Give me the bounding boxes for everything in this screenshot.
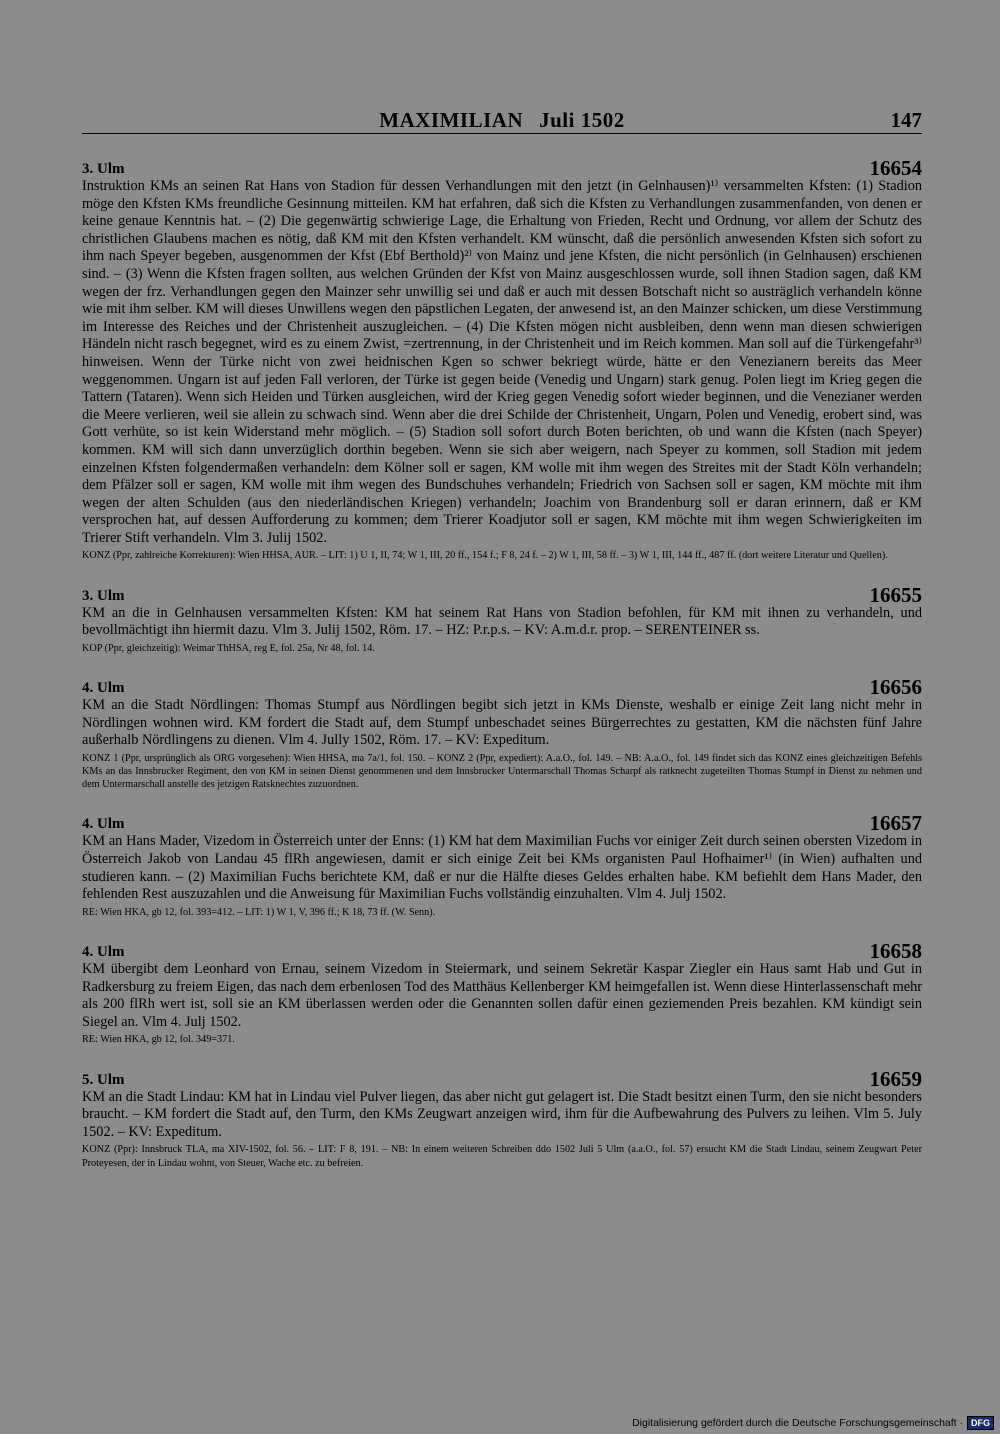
entry-number: 16658	[869, 939, 922, 964]
entry-number: 16655	[869, 582, 922, 607]
regest-entry	[82, 1066, 922, 1170]
entry-source: RE: Wien HKA, gb 12, fol. 393=412. – LIT: 1) W 1, V, 396 ff.; K 18, 73 ff. (W. Senn).	[82, 906, 436, 918]
digitization-credit	[632, 1416, 994, 1430]
regest-entry	[82, 941, 922, 1047]
entry-text: Instruktion KMs an seinen Rat Hans von Stadion für dessen Verhandlungen mit den jetzt (in Gelnhausen)¹⁾ versammelten Kfsten: (1) Stadion möge den Kfsten KMs freundliche Gesinnung mitteilen. KM hat erfahren, daß sich die Kfsten zu Verhandlungen zusammenfanden, von denen er keine genaue Kenntnis hat. – (2) Die gegenwärtig schwierige Lage, die Erhaltung von Frieden, Recht und Ordnung, vor allem der Schutz des christlichen Glaubens machen es nötig, daß KM mit den Kfsten verhandelt. KM wünscht, daß die persönlich anwesenden Kfsten sich sofort zu ihm nach Speyer begeben, ausgenommen der Kfst (Ebf Berthold)²⁾ von Mainz und jene Kfsten, die nicht persönlich (in Gelnhausen) erschienen sind. – (3) Wenn die Kfsten fragen sollten, aus welchen Gründen der Kfst von Mainz ausgeschlossen wurde, soll ihnen Stadion sagen, daß KM wegen der frz. Verhandlungen gegen den Mainzer sehr unwillig sei und daß er auch mit dessen Botschaft nicht so austräglich verhandeln könne wie mit ihm selber. KM will dieses Unwillens wegen den päpstlichen Legaten, der anwesend ist, an den Mainzer schicken, um diese Verstimmung im Interesse des Reiches und der Christenheit auszugleichen. – (4) Die Kfsten mögen nicht ausbleiben, denn wenn man diesen schwierigen Händeln nicht rasch begegnet, wird es zu einem Zwist, =zertrennung, in der Christenheit und im Reich kommen. Man soll auf die Türkengefahr³⁾ hinweisen. Wenn der Türke nicht von zwei heidnischen Kgen so schwer bekriegt würde, hätte er den Venezianern bereits das Meer weggenommen. Ungarn ist auf jeden Fall verloren, der Türke ist gegen beide (Venedig und Ungarn) stark genug. Polen liegt im Krieg gegen die Tattern (Tataren). Wenn sich Heiden und Türken ausgleichen, wird der Krieg gegen Venedig sofort wieder beginnen, und die Venezianer werden die Meere verlieren, weil sie allein zu schwach sind. Wenn aber die drei Schilde der Christenheit, Ungarn, Polen und Venedig, erobert sind, was Gott verhüte, so ist kein Widerstand mehr möglich. – (5) Stadion soll sofort durch Boten berichten, ob und wann die Kfsten (nach Speyer) kommen. KM will sich dann unverzüglich dorthin begeben. Wenn sie sich aber weigern, nach Speyer zu kommen, soll Stadion mit jedem einzelnen Kfsten folgendermaßen verhandeln: dem Kölner soll er sagen, KM wolle mit ihm wegen des Streites mit der Stadt Köln verhandeln; dem Pfälzer soll er sagen, KM wolle mit ihm wegen des Bundschuhes verhandeln; Friedrich von Sachsen soll er sagen, KM möchte mit ihm wegen der alten Schulden (aus den niederländischen Kriegen) verhandeln; Joachim von Brandenburg soll er daran erinnern, daß er KM versprochen hat, auf dessen Aufforderung zu kommen; dem Trierer Koadjutor soll er sagen, KM möchte mit ihm wegen Schwierigkeiten im Trierer Stift verhandeln. Vlm 3. Julij 1502.	[82, 178, 922, 546]
header-title-left: MAXIMILIAN	[379, 108, 524, 132]
entry-text: KM an die Stadt Nördlingen: Thomas Stumpf aus Nördlingen begibt sich jetzt in KMs Dienste, weshalb er einige Zeit lang nicht mehr in Nördlingen wohnen wird. KM fordert die Stadt auf, dem Stumpf unbeschadet seines Bürgerrechtes zu gestatten, KM die nächsten fünf Jahre außerhalb Nördlingens zu dienen. Vlm 4. Jully 1502, Röm. 17. – KV: Expeditum.	[82, 697, 922, 749]
entry-source: KONZ 1 (Ppr, ursprünglich als ORG vorgesehen): Wien HHSA, ma 7a/1, fol. 150. – KONZ 2 (Ppr, expediert): A.a.O., fol. 149. – NB: A.a.O., fol. 149 findet sich das KONZ eines gleichzeitigen Befehls KMs an das Innsbrucker Regiment, den von KM in seinen Dienst genommenen und dem Innsbrucker Untermarschall Thomas Scharpf als ratknecht zugeteilten Thomas Stumpf in Dienst zu nehmen und dem Untermarschall anstelle des jetzigen Ratsknechtes zuzuordnen.	[82, 752, 922, 791]
header-rule	[82, 133, 922, 134]
entry-heading	[82, 158, 922, 178]
credit-text: Digitalisierung gefördert durch die Deutsche Forschungsgemeinschaft ·	[632, 1417, 963, 1429]
entry-number: 16659	[869, 1066, 922, 1091]
entry-text: KM an Hans Mader, Vizedom in Österreich unter der Enns: (1) KM hat dem Maximilian Fuchs vor einiger Zeit durch seinen obersten Vizedom in Österreich Jakob von Landau 45 flRh angewiesen, damit er sich einige Zeit bei KMs organisten Paul Hofhaimer¹⁾ (in Wien) aufhalten und studieren kann. – (2) Maximilian Fuchs berichtete KM, daß er nur die Hälfte dieses Geldes erhalten habe. KM befiehlt dem Hans Mader, den fehlenden Rest auszuzahlen und die Anweisung für Maximilian Fuchs vollständig einzuhalten. Vlm 4. Julj 1502.	[82, 833, 922, 903]
entry-text: KM an die in Gelnhausen versammelten Kfsten: KM hat seinem Rat Hans von Stadion befohlen, für KM mit ihnen zu verhandeln, und bevollmächtigt ihn hiermit dazu. Vlm 3. Julij 1502, Röm. 17. – HZ: P.r.p.s. – KV: A.m.d.r. prop. – SERENTEINER ss.	[82, 604, 922, 639]
header-title-right: Juli 1502	[539, 108, 625, 132]
page-number: 147	[890, 108, 922, 132]
entries-list	[82, 158, 922, 1192]
entry-date: 5. Ulm	[82, 1071, 125, 1088]
entry-number: 16656	[869, 675, 922, 700]
regest-entry	[82, 158, 922, 563]
entry-date: 3. Ulm	[82, 587, 125, 604]
running-title	[82, 108, 922, 133]
entry-source: KOP (Ppr, gleichzeitig): Weimar ThHSA, reg E, fol. 25a, Nr 48, fol. 14.	[82, 642, 375, 654]
regest-entry	[82, 582, 922, 655]
entry-text: KM an die Stadt Lindau: KM hat in Lindau viel Pulver liegen, das aber nicht gut gelagert ist. Die Stadt besitzt einen Turm, den sie nicht besonders braucht. – KM fordert die Stadt auf, den Turm, den KMs Zeugwart anzeigen wird, ihm für die Aufbewahrung des Pulvers zu leihen. Vlm 5. July 1502. – KV: Expeditum.	[82, 1088, 922, 1140]
dfg-logo: DFG	[967, 1416, 994, 1430]
entry-date: 3. Ulm	[82, 161, 125, 177]
entry-source: KONZ (Ppr): Innsbruck TLA, ma XIV-1502, fol. 56. – LIT: F 8, 191. – NB: In einem weiteren Schreiben ddo 1502 Juli 5 Ulm (a.a.O., fol. 57) ersucht KM die Stadt Lindau, seinem Zeugwart Peter Proteyesen, der in Lindau wohnt, von Steuer, Wache etc. zu befreien.	[82, 1144, 922, 1169]
entry-heading	[82, 811, 922, 836]
entry-date: 4. Ulm	[82, 944, 125, 961]
regest-entry	[82, 813, 922, 919]
entry-date: 4. Ulm	[82, 816, 125, 833]
entry-heading	[82, 675, 922, 700]
entry-source: RE: Wien HKA, gb 12, fol. 349=371.	[82, 1034, 235, 1046]
entry-heading	[82, 1066, 922, 1091]
entry-heading	[82, 939, 922, 964]
entry-text: KM übergibt dem Leonhard von Ernau, seinem Vizedom in Steiermark, und seinem Sekretär Kaspar Ziegler ein Haus samt Hab und Gut in Radkersburg zu freiem Eigen, das nach dem erbenlosen Tod des Matthäus Kellenberger KM heimgefallen ist. Wenn diese Hinterlassenschaft mehr als 200 flRh wert ist, soll sie an KM überlassen werden oder die Genannten sollen dafür einen geziemenden Preis bezahlen. KM kündigt sein Siegel an. Vlm 4. Julj 1502.	[82, 961, 922, 1030]
entry-date: 4. Ulm	[82, 680, 125, 697]
entry-number: 16657	[869, 811, 922, 836]
entry-heading	[82, 582, 922, 607]
entry-source: KONZ (Ppr, zahlreiche Korrekturen): Wien HHSA, AUR. – LIT: 1) U 1, II, 74; W 1, III, 20 ff., 154 f.; F 8, 24 f. – 2) W 1, III, 58 ff. – 3) W 1, III, 144 ff., 487 ff. (dort weitere Literatur und Quellen).	[82, 550, 888, 562]
entry-number: 16654	[869, 156, 922, 180]
regest-entry	[82, 677, 922, 791]
